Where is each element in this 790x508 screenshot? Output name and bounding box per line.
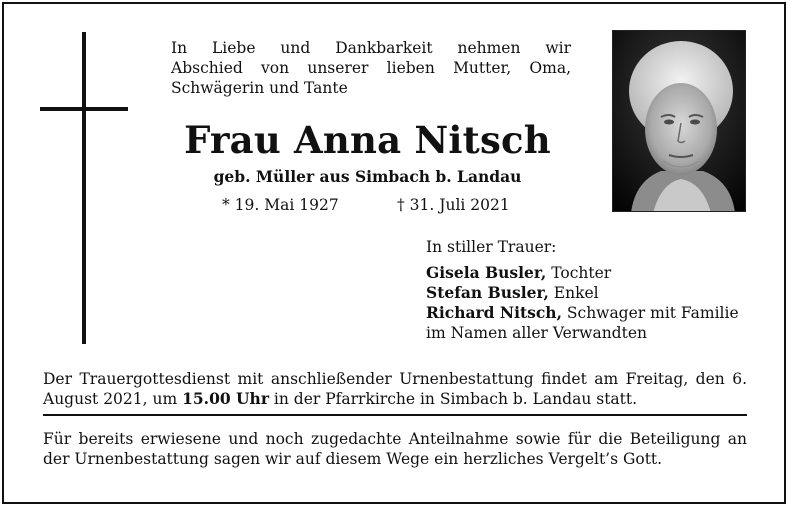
mourner-name: Richard Nitsch, (426, 303, 562, 322)
maiden-name: geb. Müller aus Simbach b. Landau (213, 167, 522, 186)
death-date: † 31. Juli 2021 (397, 196, 510, 214)
service-time: 15.00 Uhr (182, 389, 269, 408)
portrait-photo (612, 30, 746, 212)
funeral-service-text (43, 369, 747, 409)
deceased-name: Frau Anna Nitsch (184, 118, 551, 162)
intro-line-2: Abschied von unserer lieben Mutter, Oma, (171, 59, 571, 77)
mourner-name: Gisela Busler, (426, 263, 547, 282)
intro-line-3: Schwägerin und Tante (171, 79, 348, 97)
mourner-relation: Schwager mit Familie (561, 304, 739, 322)
mourners-heading: In stiller Trauer: (426, 238, 557, 256)
intro-line-1: In Liebe und Dankbarkeit nehmen wir (171, 39, 571, 57)
mourner-name: Stefan Busler, (426, 283, 549, 302)
mourners-closing: im Namen aller Verwandten (426, 324, 647, 342)
service-text-after: in der Pfarrkirche in Simbach b. Landau statt. (269, 390, 638, 408)
mourner-entry (426, 303, 756, 323)
intro-text (171, 38, 571, 98)
mourner-entry (426, 283, 756, 303)
service-text-before: Der Trauergottesdienst mit anschließender Urnenbestattung findet am Freitag, den 6. August 2021, um (43, 370, 747, 408)
mourners-block (426, 237, 756, 343)
mourner-entry (426, 263, 756, 283)
mourner-relation: Tochter (546, 264, 612, 282)
mourner-relation: Enkel (548, 284, 599, 302)
thanks-text: Für bereits erwiesene und noch zugedachte Anteilnahme sowie für die Beteiligung an der Urnenbestattung sagen wir auf diesem Wege ein herzliches Vergelt’s Gott. (43, 430, 747, 468)
birth-date: * 19. Mai 1927 (222, 196, 339, 214)
divider-line (43, 414, 747, 416)
